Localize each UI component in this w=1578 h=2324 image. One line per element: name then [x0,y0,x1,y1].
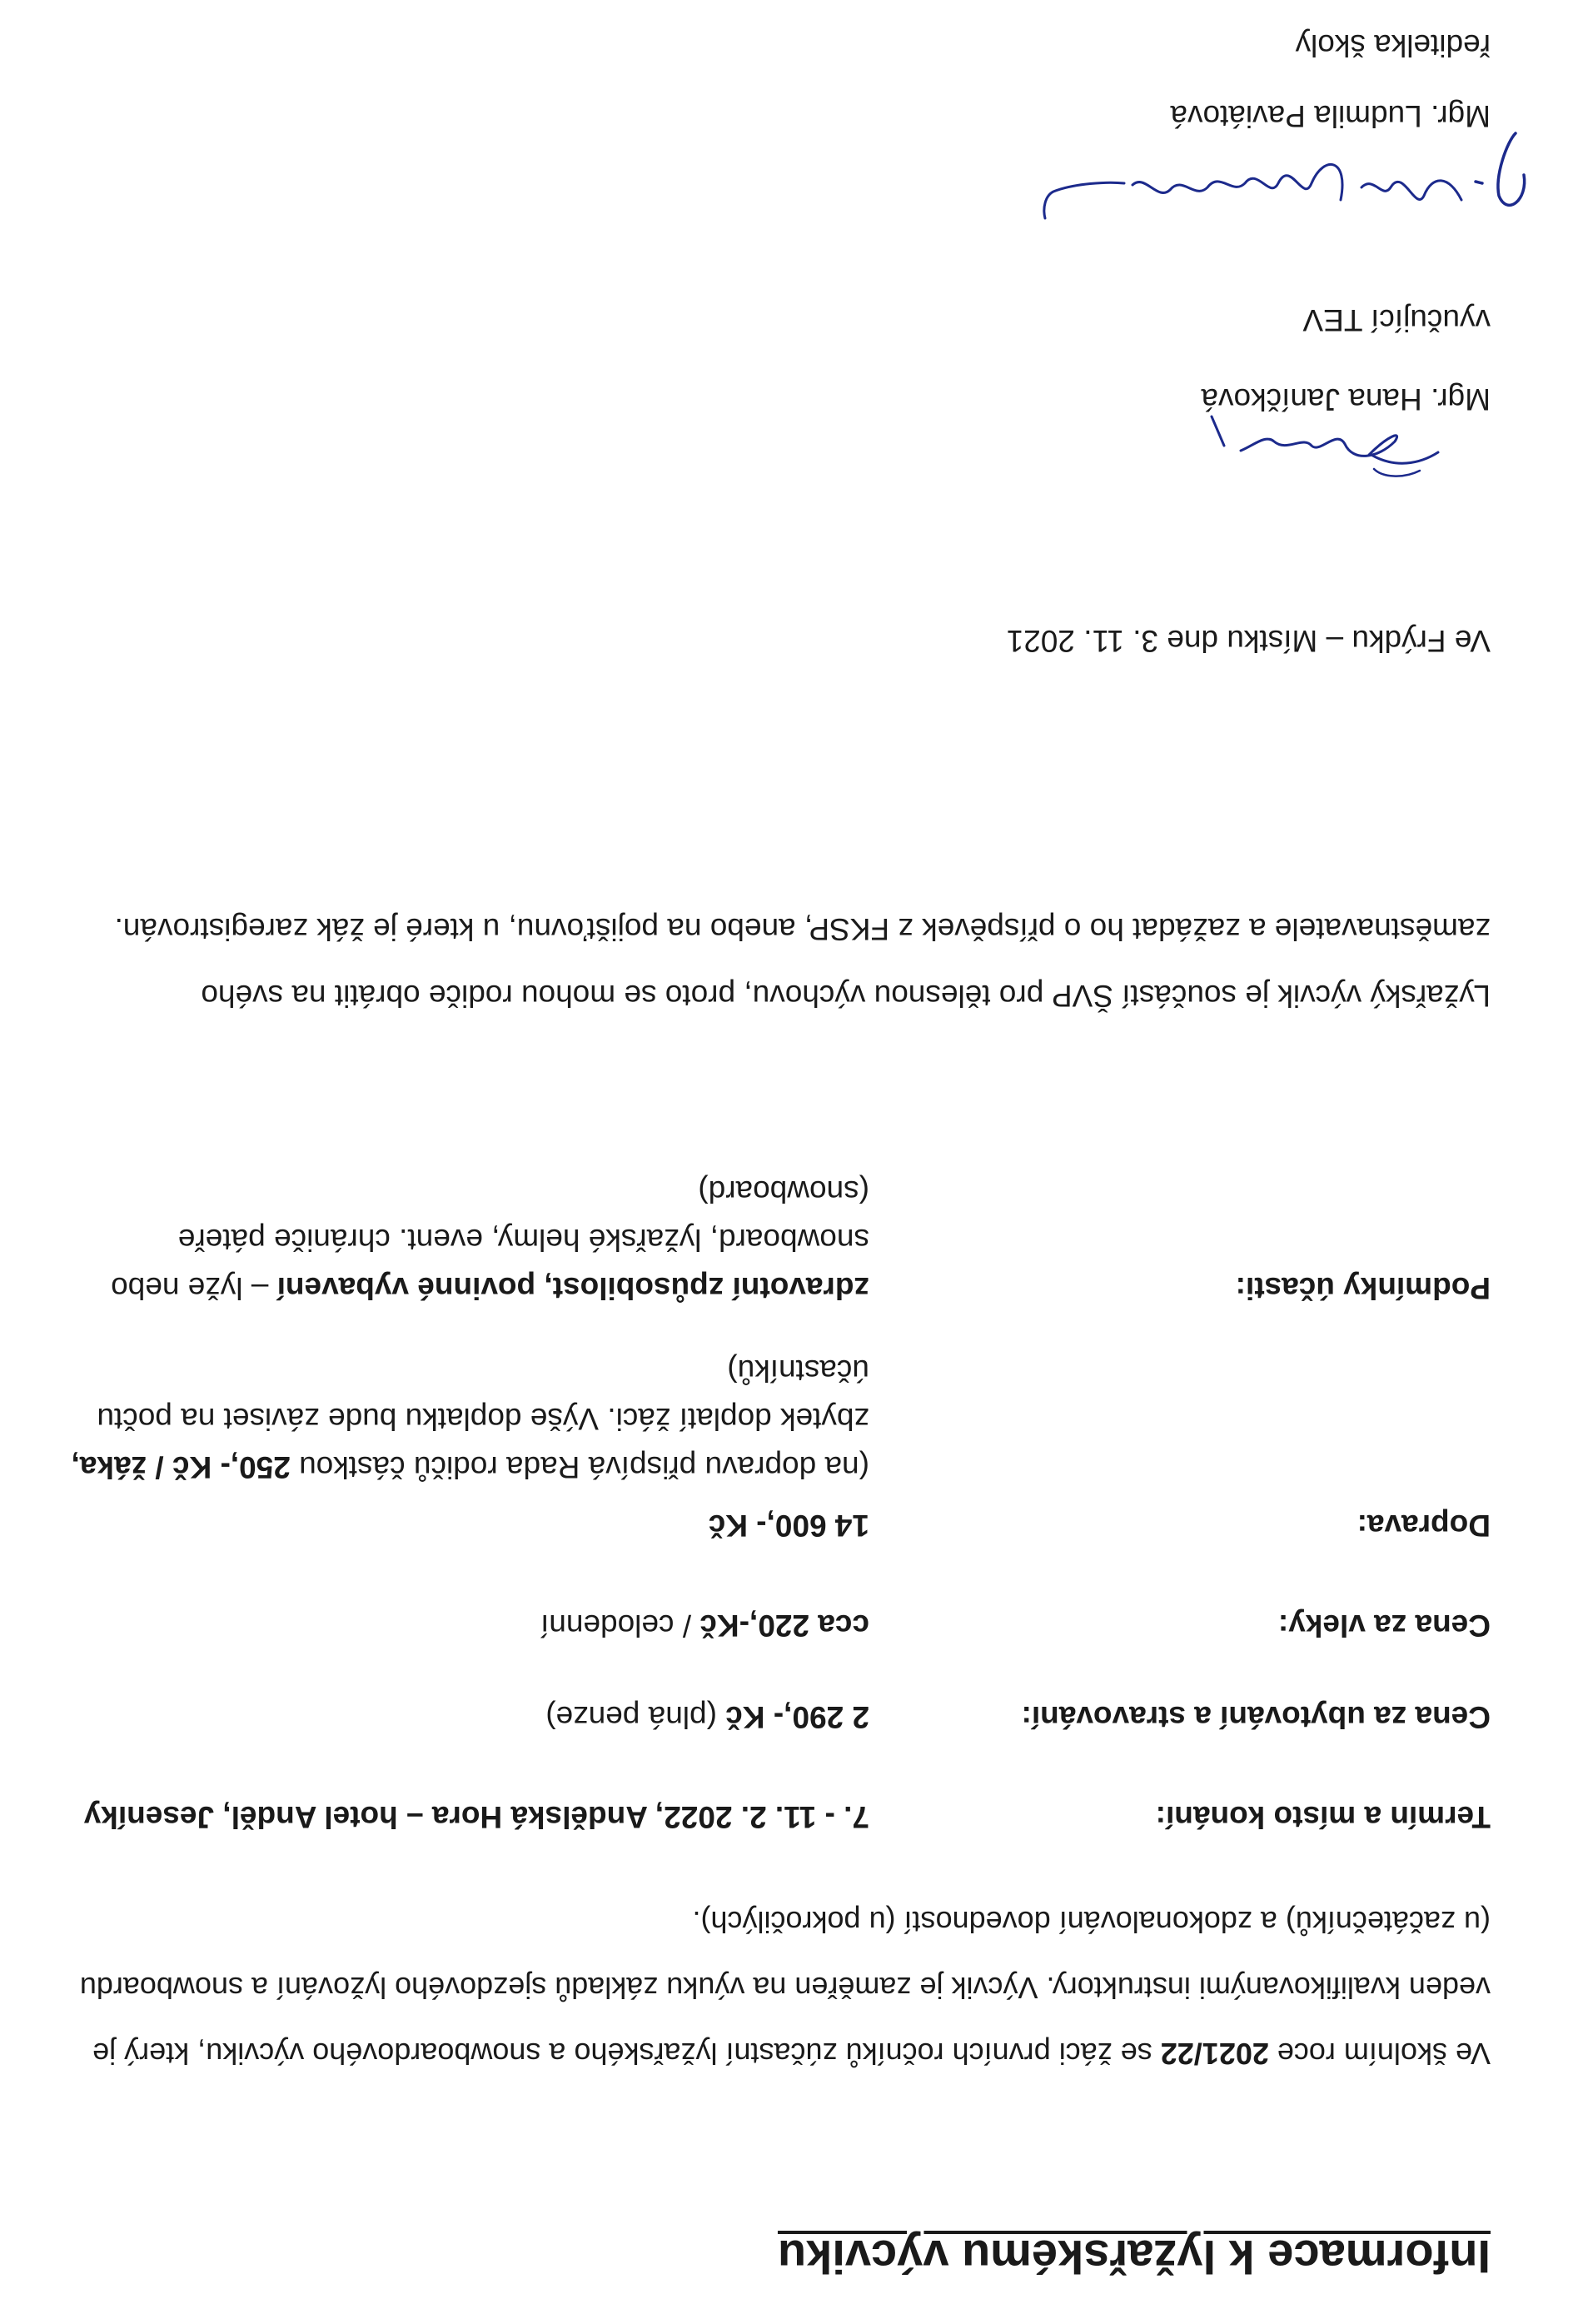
conditions-label: Podmínky účasti: [1235,1271,1491,1305]
lodging-note: (plná penze) [545,1700,726,1734]
conditions-main: zdravotní způsobilost, povinné vybavení [276,1271,869,1305]
document-title: Informace k lyžařskému výcviku [777,2231,1491,2283]
parent-contribution: 250,- Kč / žáka, [71,1450,291,1484]
row-conditions [0,1145,1491,1312]
lifts-note: / celodenní [540,1608,700,1643]
intro-paragraph [58,1889,1491,2087]
conditions-rest: – lyže nebo snowboard, lyžařské helmy, event. chrániče páteře (snowboard) [111,1174,869,1305]
lifts-label: Cena za vleky: [1277,1608,1491,1643]
term-value: 7. - 11. 2. 2022, Andělská Hora – hotel Anděl, Jeseníky [83,1800,869,1834]
row-transport [0,1354,1491,1549]
lodging-label: Cena za ubytování a stravování: [1021,1700,1491,1734]
teacher-role: vyučující TEV [1302,303,1491,337]
intro-pre: Ve školním roce [1268,2037,1491,2071]
transport-note: (na dopravu přispívá Rada rodičů částkou 250,- Kč / žáka, zbytek doplatí žáci. Výše doplatku bude záviset na počtu účastníků) [71,1354,869,1484]
lifts-price: cca 220,-Kč [699,1608,869,1643]
school-year: 2021/22 [1160,2037,1269,2071]
teacher-name: Mgr. Hana Janíčková [1201,382,1491,416]
transport-price: 14 600,- Kč [708,1509,869,1543]
place-and-date: Ve Frýdku – Místku dne 3. 11. 2021 [1006,624,1491,658]
insurance-note: Lyžařský výcvik je součástí ŠVP pro tělesnou výchovu, proto se mohou rodiče obrátit na svého zaměstnavatele a zažádat ho o příspěvek z FKSP, anebo na pojišťovnu, u které je žák zaregistrován. [114,912,1491,1013]
transport-label: Doprava: [1356,1509,1491,1543]
director-role: ředitelka školy [1295,28,1491,62]
intro-post: se žáci prvních ročníků zúčastní lyžařského a snowboardového výcviku, který je veden kvalifikovanými instruktory. Výcvik je zaměřen na výuku základů sjezdového lyžování a snowboardu (u začátečníků) a zdokonalování dovedností (u pokročilých). [79,1905,1491,2071]
term-label: Termín a místo konání: [1155,1800,1491,1834]
lodging-price: 2 290,- Kč [725,1700,869,1734]
director-name: Mgr. Ludmila Paviátová [1170,99,1491,133]
